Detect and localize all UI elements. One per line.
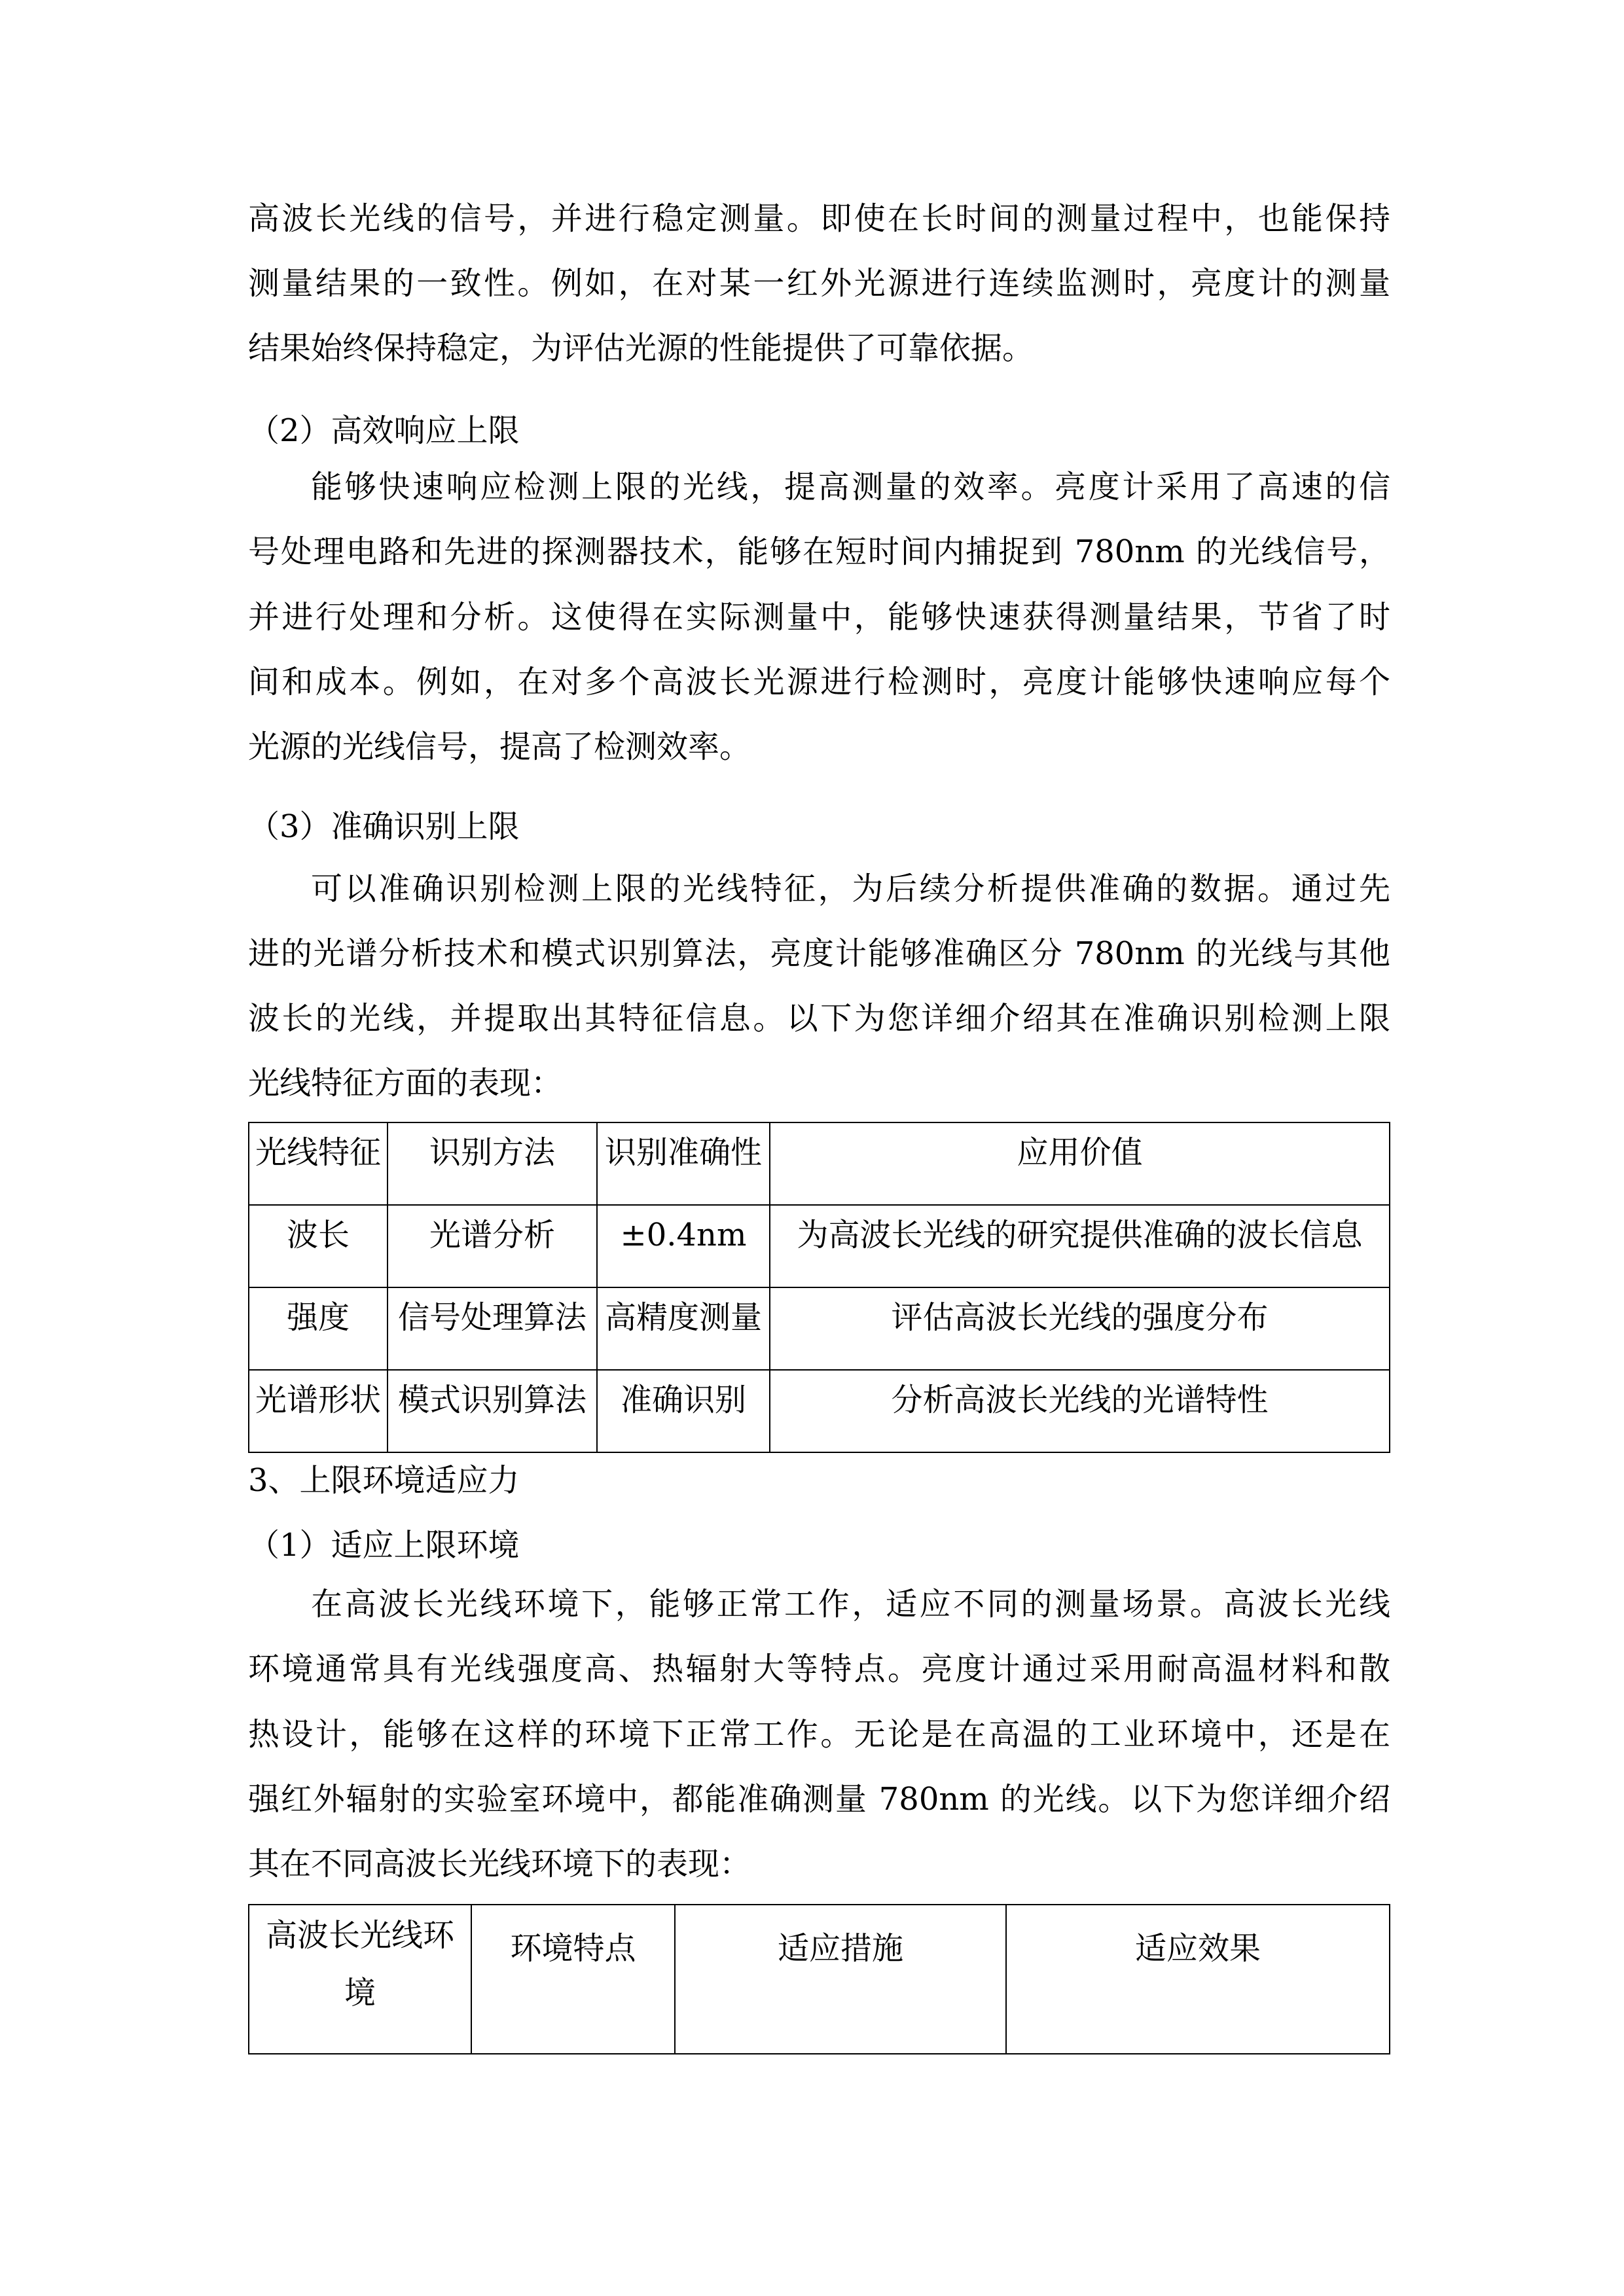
paragraph-line: 测量结果的一致性。例如，在对某一红外光源进行连续监测时，亮度计的测量 [248, 265, 1390, 302]
header-cell: 光线特征 [249, 1122, 388, 1205]
paragraph-line: 号处理电路和先进的探测器技术，能够在短时间内捕捉到 780nm 的光线信号， [248, 533, 1390, 570]
paragraph-line: 热设计，能够在这样的环境下正常工作。无论是在高温的工业环境中，还是在 [248, 1716, 1390, 1753]
paragraph-line: 光源的光线信号，提高了检测效率。 [248, 728, 751, 765]
paragraph-line: 其在不同高波长光线环境下的表现： [248, 1846, 751, 1882]
header-cell: 识别准确性 [597, 1122, 770, 1205]
subheading: （1）适应上限环境 [248, 1527, 520, 1564]
table-cell: 信号处理算法 [388, 1287, 597, 1370]
subheading: （3）准确识别上限 [248, 808, 520, 845]
table-cell: 分析高波长光线的光谱特性 [770, 1370, 1390, 1452]
recognition-table [248, 1122, 1390, 1453]
paragraph-line: 在高波长光线环境下，能够正常工作，适应不同的测量场景。高波长光线 [311, 1586, 1390, 1623]
table-row [249, 1205, 1390, 1287]
header-cell: 环境特点 [471, 1905, 675, 2054]
table-cell: 为高波长光线的研究提供准确的波长信息 [770, 1205, 1390, 1287]
table-row [249, 1370, 1390, 1452]
header-cell: 适应效果 [1006, 1905, 1390, 2054]
table-header-row [249, 1905, 1390, 2054]
paragraph-line: 间和成本。例如，在对多个高波长光源进行检测时，亮度计能够快速响应每个 [248, 664, 1390, 700]
paragraph-line: 并进行处理和分析。这使得在实际测量中，能够快速获得测量结果，节省了时 [248, 599, 1390, 636]
paragraph-line: 光线特征方面的表现： [248, 1065, 563, 1102]
paragraph-line: 强红外辐射的实验室环境中，都能准确测量 780nm 的光线。以下为您详细介绍 [248, 1781, 1390, 1818]
table-cell: 评估高波长光线的强度分布 [770, 1287, 1390, 1370]
header-cell: 适应措施 [675, 1905, 1006, 2054]
paragraph-line: 环境通常具有光线强度高、热辐射大等特点。亮度计通过采用耐高温材料和散 [248, 1651, 1390, 1687]
header-cell: 应用价值 [770, 1122, 1390, 1205]
paragraph-line: 可以准确识别检测上限的光线特征，为后续分析提供准确的数据。通过先 [311, 870, 1390, 907]
section-heading: 3、上限环境适应力 [248, 1462, 520, 1499]
environment-table [248, 1904, 1390, 2054]
paragraph-line: 进的光谱分析技术和模式识别算法，亮度计能够准确区分 780nm 的光线与其他 [248, 935, 1390, 972]
header-cell: 识别方法 [388, 1122, 597, 1205]
table-header-row [249, 1122, 1390, 1205]
paragraph-line: 能够快速响应检测上限的光线，提高测量的效率。亮度计采用了高速的信 [311, 469, 1390, 505]
header-cell: 高波长光线环境 [249, 1905, 471, 2054]
table-cell: 模式识别算法 [388, 1370, 597, 1452]
table-cell: 光谱形状 [249, 1370, 388, 1452]
table-cell: 强度 [249, 1287, 388, 1370]
table-cell: ±0.4nm [597, 1205, 770, 1287]
paragraph-line: 结果始终保持稳定，为评估光源的性能提供了可靠依据。 [248, 330, 1034, 367]
table-row [249, 1287, 1390, 1370]
subheading: （2）高效响应上限 [248, 412, 520, 449]
table-cell: 高精度测量 [597, 1287, 770, 1370]
paragraph-line: 高波长光线的信号，并进行稳定测量。即使在长时间的测量过程中，也能保持 [248, 200, 1390, 237]
table-cell: 准确识别 [597, 1370, 770, 1452]
table-cell: 光谱分析 [388, 1205, 597, 1287]
paragraph-line: 波长的光线，并提取出其特征信息。以下为您详细介绍其在准确识别检测上限 [248, 1000, 1390, 1037]
table-cell: 波长 [249, 1205, 388, 1287]
